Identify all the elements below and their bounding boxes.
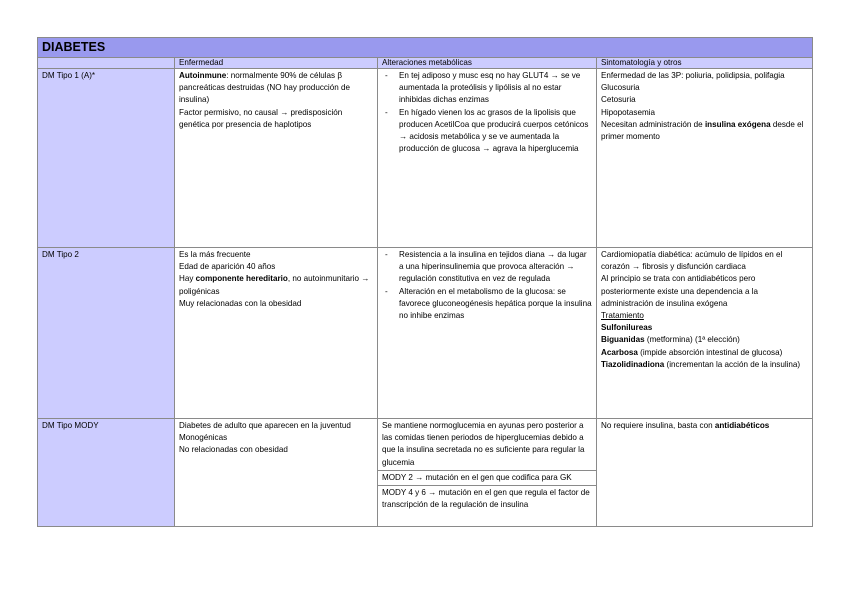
title-row	[38, 38, 813, 58]
mody-sin-text: No requiere insulina, basta con	[601, 421, 715, 430]
list-item: - En tej adiposo y musc esq no hay GLUT4 → se ve aumentada la proteólisis y lipólisis al no estar inhibidas dichas enzimas	[382, 70, 593, 107]
header-enfermedad: Enfermedad	[175, 58, 378, 69]
dm1-sin-line: Enfermedad de las 3P: poliuria, polidipsia, polifagia	[601, 71, 785, 80]
dm1-enf-para	[179, 70, 374, 107]
cell-mody-alt-1: Se mantiene normoglucemia en ayunas pero posterior a las comidas tienen periodos de hiperglucemias debido a que la insulina secretada no es suficiente para regular la glucemia	[378, 419, 597, 471]
table-row-dm1	[38, 69, 813, 248]
dm1-sin-last-a: Necesitan administración de	[601, 119, 705, 129]
table-row-dm2	[38, 248, 813, 419]
dm1-sin-last-c: desde el primer momento	[601, 119, 804, 142]
header-alteraciones: Alteraciones metabólicas	[378, 58, 597, 69]
mody-enf-l1: Diabetes de adulto que aparecen en la juventud	[179, 421, 351, 430]
dm2-enf-l3	[179, 273, 374, 297]
dm2-enf-l2: Edad de aparición 40 años	[179, 262, 276, 272]
dm2-sin-big-bold: Biguanidas	[601, 335, 645, 345]
dm1-enf-text: : normalmente 90% de células β pancreáticas destruidas (NO hay producción de insulina)	[179, 71, 350, 105]
list-item: - Alteración en el metabolismo de la glucosa: se favorece gluconeogénesis hepática porque la insulina no inhibe enzimas	[382, 286, 593, 323]
mody-enf-l2: Monogénicas	[179, 433, 228, 443]
dm2-sin-p1: Cardiomiopatía diabética: acúmulo de lípidos en el corazón → fibrosis y disfunción cardiaca	[601, 250, 783, 272]
cell-mody-alt-2: MODY 2 → mutación en el gen que codifica para GK	[378, 470, 597, 485]
cell-mody-enfermedad	[175, 419, 378, 527]
dm2-alt-list	[382, 249, 593, 322]
row-label-dm2: DM Tipo 2	[38, 248, 175, 419]
mody-sin-bold: antidiabéticos	[714, 421, 770, 430]
cell-dm2-enfermedad	[175, 248, 378, 419]
header-empty	[38, 58, 175, 69]
mody-enf-l3: No relacionadas con obesidad	[179, 445, 288, 455]
dm2-sin-tratamiento: Tratamiento	[601, 311, 644, 321]
dm2-sin-aca-text: (impide absorción intestinal de glucosa)	[637, 347, 783, 357]
row-label-dm1: DM Tipo 1 (A)*	[38, 69, 175, 248]
dm1-enf-line2: Factor permisivo, no causal → predisposición genética por presencia de haplotipos	[179, 107, 343, 129]
list-item: - En hígado vienen los ac grasos de la lipolisis que producen AcetilCoa que producirá cuerpos cetónicos → acidosis metabólica y se ve aumentada la producción de glucosa → agrava la hiperglucemia	[382, 107, 593, 156]
list-item: - Resistencia a la insulina en tejidos diana → da lugar a una hiperinsulinemia que provoca alteración → regulación constitutiva en vez de regulada	[382, 249, 593, 286]
dm2-enf-l3a: Hay	[179, 274, 196, 284]
cell-dm2-sintomatologia	[597, 248, 813, 419]
dm2-enf-l4: Muy relacionadas con la obesidad	[179, 298, 302, 308]
table-title: DIABETES	[38, 38, 813, 58]
cell-dm1-sintomatologia	[597, 69, 813, 248]
dm1-sin-last	[601, 119, 809, 143]
header-row	[38, 58, 813, 69]
header-sintomatologia: Sintomatología y otros	[597, 58, 813, 69]
dm2-sin-tia-text: (incrementan la acción de la insulina)	[664, 359, 801, 369]
dm2-sin-big	[601, 334, 809, 346]
dm1-sin-line: Cetosuria	[601, 95, 636, 105]
dm2-sin-tia	[601, 359, 809, 371]
dm1-alt-list	[382, 70, 593, 155]
dm2-sin-tia-bold: Tiazolidinadiona	[601, 359, 665, 369]
cell-dm2-alteraciones	[378, 248, 597, 419]
dm1-sin-last-bold: insulina exógena	[704, 119, 771, 129]
dm2-sin-aca-bold: Acarbosa	[601, 347, 638, 357]
dm2-sin-sulf-bold: Sulfonilureas	[601, 323, 653, 333]
dm2-enf-l3-bold: componente hereditario	[195, 274, 288, 284]
dm1-sin-line: Hipopotasemia	[601, 107, 655, 117]
dm1-sin-line: Glucosuria	[601, 83, 640, 93]
dm1-enf-bold: Autoinmune	[179, 71, 227, 80]
cell-dm1-enfermedad	[175, 69, 378, 248]
dm2-enf-l3c: , no autoinmunitario → poligénicas	[179, 274, 370, 296]
dm2-sin-aca	[601, 347, 809, 359]
dm2-sin-p2: Al principio se trata con antidiabéticos pero posteriormente existe una dependencia a la administración de insulina exógena	[601, 274, 759, 308]
cell-dm1-alteraciones	[378, 69, 597, 248]
mody-sin	[601, 420, 809, 432]
dm2-enf-l1: Es la más frecuente	[179, 250, 251, 259]
table-row-mody	[38, 419, 813, 471]
diabetes-table	[37, 37, 813, 527]
row-label-mody: DM Tipo MODY	[38, 419, 175, 527]
cell-mody-alt-3: MODY 4 y 6 → mutación en el gen que regula el factor de transcripción de la regulación de insulina	[378, 486, 597, 527]
dm2-sin-big-text: (metformina) (1ª elección)	[644, 335, 740, 345]
cell-mody-sintomatologia	[597, 419, 813, 527]
dm2-sin-sulf	[601, 322, 809, 334]
